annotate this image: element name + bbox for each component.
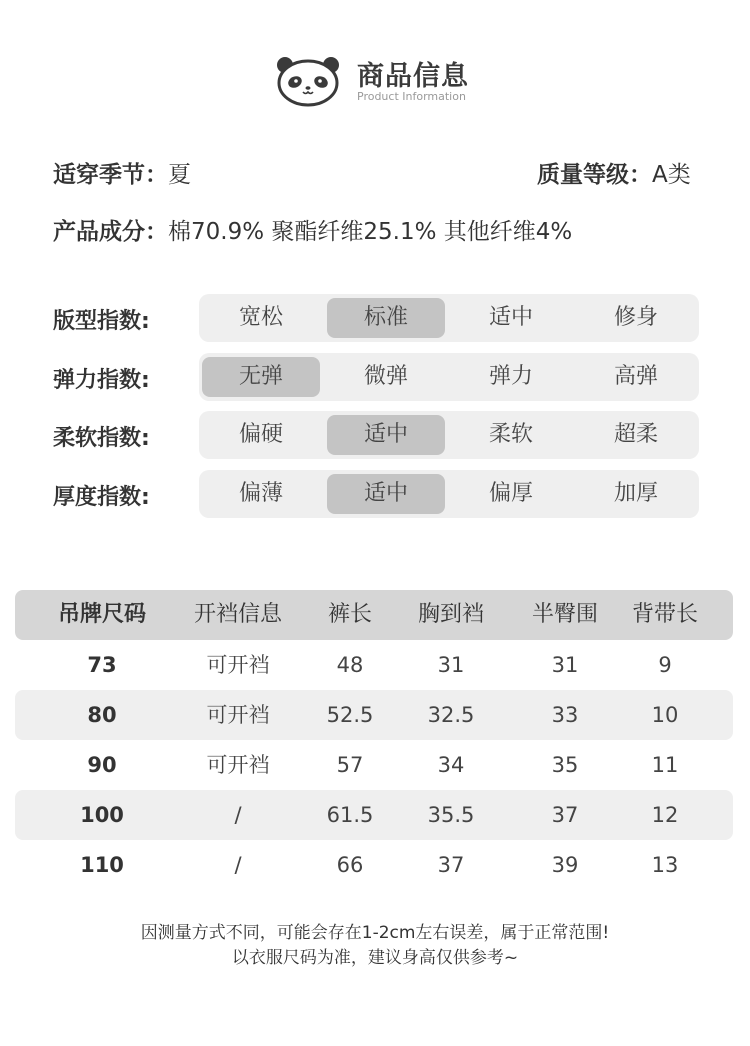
index-label: 厚度指数: (53, 485, 150, 510)
note-line: 以衣服尺码为准，建议身高仅供参考~ (231, 948, 519, 968)
table-cell: 57 (336, 753, 364, 777)
table-cell: 48 (336, 653, 364, 677)
table-cell: 33 (551, 703, 579, 727)
measurement-note (0, 921, 750, 971)
index-option: 标准 (327, 298, 445, 338)
table-cell: 61.5 (326, 803, 374, 827)
table-row (15, 690, 733, 740)
material-info (53, 213, 572, 246)
index-option: 修身 (613, 305, 658, 330)
season-info (53, 156, 191, 189)
table-row (15, 790, 733, 840)
table-cell: 12 (651, 803, 679, 827)
page-subtitle: Product Information (357, 90, 466, 103)
table-cell: / (234, 803, 242, 827)
table-header-cell: 背带长 (631, 602, 698, 627)
table-cell: 35 (551, 753, 579, 777)
index-option: 微弹 (363, 364, 408, 389)
table-cell: 13 (651, 853, 679, 877)
season-label: 适穿季节： (53, 162, 168, 188)
table-cell: 可开裆 (206, 653, 270, 677)
table-cell: 66 (336, 853, 364, 877)
index-label: 弹力指数: (53, 368, 150, 393)
index-option: 宽松 (238, 305, 283, 330)
table-cell: 可开裆 (206, 753, 270, 777)
grade-info (537, 156, 691, 189)
index-option: 适中 (327, 415, 445, 455)
index-scale (199, 353, 699, 401)
table-cell: 73 (87, 653, 117, 677)
table-cell: 37 (551, 803, 579, 827)
note-line: 因测量方式不同，可能会存在1-2cm左右误差，属于正常范围! (140, 923, 610, 943)
season-value: 夏 (168, 162, 191, 188)
table-cell: 110 (80, 853, 124, 877)
material-label: 产品成分： (53, 219, 168, 245)
table-row (15, 640, 733, 690)
table-cell: 52.5 (326, 703, 374, 727)
table-cell: 90 (87, 753, 117, 777)
thickness-index-row (53, 470, 699, 518)
table-cell: 100 (80, 803, 124, 827)
table-cell: / (234, 853, 242, 877)
index-option: 弹力 (488, 364, 533, 389)
table-header-cell: 开裆信息 (193, 602, 282, 627)
index-option: 偏硬 (238, 422, 283, 447)
table-cell: 80 (87, 703, 117, 727)
table-cell: 32.5 (427, 703, 475, 727)
table-row (15, 840, 733, 890)
page-title: 商品信息 (357, 61, 469, 92)
index-label: 版型指数: (53, 309, 150, 334)
index-option: 适中 (488, 305, 533, 330)
table-header-cell: 吊牌尺码 (57, 602, 146, 627)
table-cell: 9 (658, 653, 672, 677)
panda-icon (275, 55, 341, 107)
table-cell: 31 (551, 653, 579, 677)
index-option: 加厚 (613, 481, 658, 506)
index-option: 无弹 (202, 357, 320, 397)
table-cell: 可开裆 (206, 703, 270, 727)
table-cell: 34 (437, 753, 465, 777)
table-cell: 35.5 (427, 803, 475, 827)
table-header-cell: 裤长 (327, 602, 372, 627)
index-option: 柔软 (488, 422, 533, 447)
table-row (15, 740, 733, 790)
index-option: 超柔 (613, 422, 658, 447)
index-label: 柔软指数: (53, 426, 150, 451)
index-scale (199, 294, 699, 342)
table-header-row (15, 590, 733, 640)
softness-index-row (53, 411, 699, 459)
index-scale (199, 411, 699, 459)
table-cell: 10 (651, 703, 679, 727)
table-cell: 39 (551, 853, 579, 877)
table-cell: 31 (437, 653, 465, 677)
grade-label: 质量等级： (537, 162, 652, 188)
index-option: 高弹 (613, 364, 658, 389)
grade-value: A类 (652, 162, 691, 188)
elasticity-index-row (53, 353, 699, 401)
index-option: 偏厚 (488, 481, 533, 506)
index-option: 偏薄 (238, 481, 283, 506)
fit-index-row (53, 294, 699, 342)
table-header-cell: 胸到裆 (417, 602, 484, 627)
product-info-header (0, 52, 750, 108)
index-option: 适中 (327, 474, 445, 514)
table-cell: 11 (651, 753, 679, 777)
index-scale (199, 470, 699, 518)
material-value: 棉70.9% 聚酯纤维25.1% 其他纤维4% (168, 219, 573, 245)
table-cell: 37 (437, 853, 465, 877)
table-header-cell: 半臀围 (531, 602, 598, 627)
